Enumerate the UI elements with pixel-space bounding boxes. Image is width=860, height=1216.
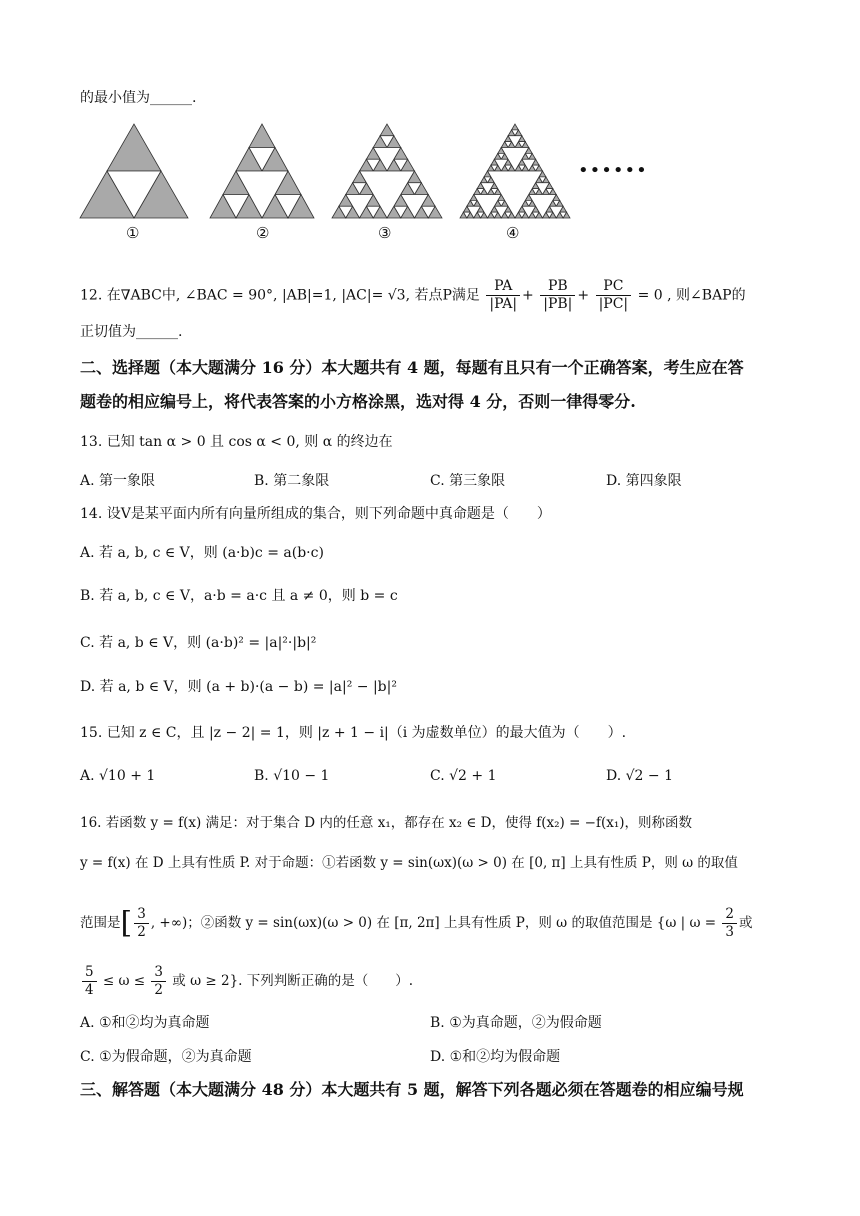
- q13-stem: 13. 已知 tan α > 0 且 cos α < 0, 则 α 的终边在: [80, 434, 393, 450]
- q14-option-b: B. 若 a, b, c ∈ V，a·b = a·c 且 a ≠ 0，则 b = c: [80, 588, 398, 604]
- q16-line2: y = f(x) 在 D 上具有性质 P. 对于命题：①若函数 y = sin(ωx)(ω > 0) 在 [0, π] 上具有性质 P，则 ω 的取值: [80, 855, 738, 871]
- q16-line4: [80, 964, 413, 999]
- q16-option-b: B. ①为真命题，②为假命题: [430, 1015, 602, 1031]
- q16-line3-b: , +∞)；②函数 y = sin(ωx)(ω > 0) 在 [π, 2π] 上具有性质 P，则 ω 的取值范围是 {ω | ω =: [150, 915, 717, 931]
- figure-label-2: ②: [256, 224, 270, 242]
- section2-heading-line1: 二、选择题（本大题满分 16 分）本大题共有 4 题，每题有且只有一个正确答案，考生应在答: [80, 358, 744, 377]
- sierpinski-level-4: [460, 124, 570, 218]
- q13-option-b: B. 第二象限: [254, 473, 330, 489]
- q16-left-bracket: [: [120, 905, 133, 941]
- q16-fraction-5-4: $\frac{5}{4}$: [82, 964, 97, 999]
- q15-option-a: A. √10 + 1: [80, 768, 156, 784]
- q16-option-c: C. ①为假命题，②为真命题: [80, 1049, 252, 1065]
- q13-option-d: D. 第四象限: [606, 473, 682, 489]
- q13-option-a: A. 第一象限: [80, 473, 156, 489]
- q11-tail: 的最小值为______.: [80, 90, 197, 106]
- q13-option-c: C. 第三象限: [430, 473, 506, 489]
- q15-stem: 15. 已知 z ∈ C，且 |z − 2| = 1，则 |z + 1 − i|（i 为虚数单位）的最大值为（ ）.: [80, 725, 627, 741]
- q16-fraction-2-3: $\frac{2}{3}$: [722, 906, 737, 941]
- q16-option-d: D. ①和②均为假命题: [430, 1049, 561, 1065]
- q12-line1: 12. 在∇ABC中, ∠BAC = 90°, |AB|=1, |AC|= √3, 若点P满足 $\frac{PA}{|PA|}$ + $\frac{PB}{|PB|}$ + $\frac{PC}{|PC|}$ = 0 , 则∠BAP的: [80, 278, 746, 312]
- q12-fraction-pa: $\frac{PA}{|PA|}$: [486, 278, 520, 313]
- q12-prefix: 12. 在∇ABC中, ∠BAC = 90°, |AB|=1, |AC|= √3, 若点P满足: [80, 287, 480, 304]
- q16-option-a: A. ①和②均为真命题: [80, 1015, 210, 1031]
- q12-fraction-pb: $\frac{PB}{|PB|}$: [540, 278, 575, 313]
- figure-ellipsis: ••••••: [578, 160, 648, 181]
- sierpinski-svg: [78, 120, 638, 224]
- q16-line1: 16. 若函数 y = f(x) 满足：对于集合 D 内的任意 x₁，都存在 x₂ ∈ D，使得 f(x₂) = −f(x₁)，则称函数: [80, 815, 693, 831]
- q12-suffix: , 则∠BAP的: [667, 287, 746, 304]
- q14-option-d: D. 若 a, b ∈ V，则 (a + b)·(a − b) = |a|² − |b|²: [80, 679, 397, 695]
- section3-heading: 三、解答题（本大题满分 48 分）本大题共有 5 题，解答下列各题必须在答题卷的相应编号规: [80, 1080, 744, 1099]
- q16-fraction-3-2: $\frac{3}{2}$: [134, 906, 149, 941]
- q12-fraction-pc: $\frac{PC}{|PC|}$: [596, 278, 632, 313]
- q16-line4-b: 或 ω ≥ 2}. 下列判断正确的是（ ）.: [172, 973, 414, 989]
- figure-label-1: ①: [126, 224, 140, 242]
- q14-option-c: C. 若 a, b ∈ V，则 (a·b)² = |a|²·|b|²: [80, 635, 317, 651]
- q16-line4-a: ≤ ω ≤: [102, 973, 146, 989]
- q15-option-d: D. √2 − 1: [606, 768, 673, 784]
- section2-heading-line2: 题卷的相应编号上，将代表答案的小方格涂黑，选对得 4 分，否则一律得零分.: [80, 392, 636, 411]
- q16-line3-c: 或: [738, 915, 753, 931]
- q12-line2: 正切值为______.: [80, 324, 183, 340]
- sierpinski-level-3: [332, 124, 442, 218]
- q15-option-b: B. √10 − 1: [254, 768, 330, 784]
- figure-label-3: ③: [378, 224, 392, 242]
- figure-label-4: ④: [506, 224, 520, 242]
- sierpinski-level-2: [210, 124, 314, 218]
- q14-stem: 14. 设V是某平面内所有向量所组成的集合，则下列命题中真命题是（ ）: [80, 506, 551, 522]
- q16-line3: [80, 906, 752, 941]
- q12-eq-zero: = 0: [637, 287, 663, 304]
- q14-option-a: A. 若 a, b, c ∈ V，则 (a·b)c = a(b·c): [80, 545, 324, 561]
- q15-option-c: C. √2 + 1: [430, 768, 497, 784]
- q16-line3-a: 范围是: [80, 915, 121, 931]
- q16-fraction-3-2b: $\frac{3}{2}$: [151, 964, 166, 999]
- sierpinski-figures: [78, 120, 648, 245]
- sierpinski-level-1: [80, 124, 188, 218]
